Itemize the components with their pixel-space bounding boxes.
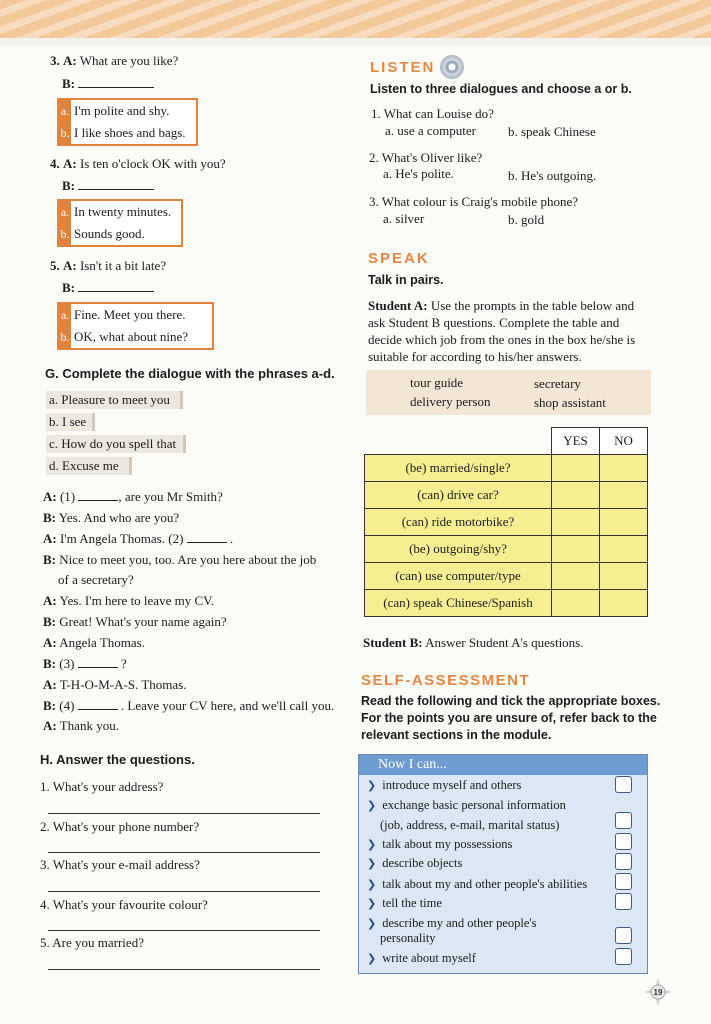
answer-line[interactable] bbox=[48, 890, 320, 892]
job-item: delivery person bbox=[410, 394, 491, 409]
speak-table bbox=[364, 427, 648, 617]
tick-box[interactable] bbox=[615, 853, 632, 870]
can-do-item: ❯ describe my and other people's bbox=[367, 916, 537, 930]
listen-option-b[interactable]: b. gold bbox=[508, 212, 545, 227]
table-row-label: (can) ride motorbike? bbox=[365, 509, 552, 536]
dialogue-line: A: T-H-O-M-A-S. Thomas. bbox=[43, 677, 187, 692]
option-row[interactable]: b. Sounds good. bbox=[59, 223, 181, 245]
can-do-item: ❯ tell the time bbox=[367, 896, 442, 910]
chevron-right-icon: ❯ bbox=[367, 917, 377, 930]
phrase-chip: c. How do you spell that bbox=[46, 435, 186, 453]
can-do-item: ❯ describe objects bbox=[367, 856, 463, 870]
yes-cell[interactable] bbox=[552, 536, 600, 563]
yes-cell[interactable] bbox=[552, 455, 600, 482]
page-number: 19 bbox=[653, 988, 663, 997]
tick-box[interactable] bbox=[615, 873, 632, 890]
option-row[interactable]: a. Fine. Meet you there. bbox=[59, 304, 212, 326]
chevron-right-icon: ❯ bbox=[367, 952, 377, 965]
listen-option-b[interactable]: b. He's outgoing. bbox=[508, 168, 597, 183]
job-item: tour guide bbox=[410, 375, 464, 390]
h-question: 3. What's your e-mail address? bbox=[40, 857, 200, 872]
q3-b-line: B: bbox=[62, 76, 154, 92]
no-cell[interactable] bbox=[600, 482, 648, 509]
phrase-chip: d. Excuse me bbox=[46, 457, 132, 475]
yes-cell[interactable] bbox=[552, 482, 600, 509]
tick-box[interactable] bbox=[615, 833, 632, 850]
section-g-title: G. Complete the dialogue with the phrases a-d. bbox=[45, 366, 335, 381]
now-i-can-title: Now I can... bbox=[359, 755, 647, 775]
h-question: 1. What's your address? bbox=[40, 779, 164, 794]
section-h-title: H. Answer the questions. bbox=[40, 752, 195, 767]
no-cell[interactable] bbox=[600, 563, 648, 590]
dialogue-line: A: I'm Angela Thomas. (2) . bbox=[43, 531, 234, 546]
q5-b-line: B: bbox=[62, 280, 154, 296]
studentA-line: Student A: Use the prompts in the table below and bbox=[368, 298, 635, 313]
answer-line[interactable] bbox=[48, 968, 320, 970]
dialogue-line: of a secretary? bbox=[58, 572, 134, 587]
q3-prompt: 3. A: What are you like? bbox=[50, 53, 179, 68]
chevron-right-icon: ❯ bbox=[367, 799, 377, 812]
dialogue-line: B: Great! What's your name again? bbox=[43, 614, 227, 629]
listen-heading: LISTEN bbox=[370, 59, 436, 76]
yes-header: YES bbox=[552, 428, 600, 455]
can-do-item: ❯ write about myself bbox=[367, 951, 476, 965]
dialogue-line: A: Angela Thomas. bbox=[43, 635, 145, 650]
q4-options bbox=[57, 199, 183, 247]
tick-box[interactable] bbox=[615, 893, 632, 910]
h-question: 5. Are you married? bbox=[40, 935, 144, 950]
can-do-item-continued: personality bbox=[380, 931, 436, 945]
answer-line[interactable] bbox=[48, 929, 320, 931]
can-do-item: ❯ exchange basic personal information bbox=[367, 798, 566, 812]
q4-prompt: 4. A: Is ten o'clock OK with you? bbox=[50, 156, 226, 171]
can-do-item: ❯ talk about my and other people's abilities bbox=[367, 877, 588, 891]
table-row-label: (can) drive car? bbox=[365, 482, 552, 509]
chevron-right-icon: ❯ bbox=[367, 897, 377, 910]
no-header: NO bbox=[600, 428, 648, 455]
option-row[interactable]: b. I like shoes and bags. bbox=[59, 122, 196, 144]
chevron-right-icon: ❯ bbox=[367, 878, 377, 891]
q3-options bbox=[57, 98, 198, 146]
tick-box[interactable] bbox=[615, 948, 632, 965]
no-cell[interactable] bbox=[600, 509, 648, 536]
listen-instruction: Listen to three dialogues and choose a or b. bbox=[370, 82, 632, 96]
table-row-label: (be) outgoing/shy? bbox=[365, 536, 552, 563]
no-cell[interactable] bbox=[600, 455, 648, 482]
listen-option-a[interactable]: a. He's polite. bbox=[383, 166, 454, 181]
tick-box[interactable] bbox=[615, 927, 632, 944]
can-do-item-continued: (job, address, e-mail, marital status) bbox=[380, 818, 560, 832]
dialogue-line: B: Yes. And who are you? bbox=[43, 510, 180, 525]
listen-question: 2. What's Oliver like? bbox=[369, 150, 483, 165]
speak-heading: SPEAK bbox=[368, 250, 430, 267]
h-question: 2. What's your phone number? bbox=[40, 819, 200, 834]
studentB-line: Student B: Answer Student A's questions. bbox=[363, 635, 584, 650]
self-instruction: Read the following and tick the appropriate boxes. For the points you are unsure of, refer back to the relevant sections in the module. bbox=[361, 694, 661, 742]
option-row[interactable]: a. I'm polite and shy. bbox=[59, 100, 196, 122]
phrase-chip: a. Pleasure to meet you bbox=[46, 391, 183, 409]
option-row[interactable]: b. OK, what about nine? bbox=[59, 326, 212, 348]
chevron-right-icon: ❯ bbox=[367, 779, 377, 792]
table-row-label: (be) married/single? bbox=[365, 455, 552, 482]
phrase-chip: b. I see bbox=[46, 413, 95, 431]
dialogue-line: A: Thank you. bbox=[43, 718, 119, 733]
chevron-right-icon: ❯ bbox=[367, 857, 377, 870]
no-cell[interactable] bbox=[600, 536, 648, 563]
can-do-item: ❯ introduce myself and others bbox=[367, 778, 522, 792]
listen-option-a[interactable]: a. silver bbox=[383, 211, 425, 226]
listen-question: 1. What can Louise do? bbox=[371, 106, 494, 121]
dialogue-line: B: Nice to meet you, too. Are you here about the job bbox=[43, 552, 317, 567]
h-question: 4. What's your favourite colour? bbox=[40, 897, 208, 912]
chevron-right-icon: ❯ bbox=[367, 838, 377, 851]
table-row-label: (can) use computer/type bbox=[365, 563, 552, 590]
studentA-line: suitable for according to his/her answers. bbox=[368, 349, 582, 364]
no-cell[interactable] bbox=[600, 590, 648, 617]
jobs-box bbox=[366, 370, 651, 415]
dialogue-line: B: (4) . Leave your CV here, and we'll call you. bbox=[43, 698, 335, 713]
cd-icon bbox=[440, 55, 464, 79]
studentA-line: decide which job from the ones in the box he/she is bbox=[368, 332, 636, 347]
yes-cell[interactable] bbox=[552, 509, 600, 536]
dialogue-line: A: Yes. I'm here to leave my CV. bbox=[43, 593, 215, 608]
dialogue-line: A: (1) , are you Mr Smith? bbox=[43, 489, 223, 504]
dialogue-line: B: (3) ? bbox=[43, 656, 127, 671]
answer-line[interactable] bbox=[48, 812, 320, 814]
page-number-badge bbox=[644, 978, 672, 1006]
q4-b-line: B: bbox=[62, 178, 154, 194]
now-i-can-box bbox=[358, 754, 648, 974]
answer-line[interactable] bbox=[48, 851, 320, 853]
tick-box[interactable] bbox=[615, 812, 632, 829]
speak-subtitle: Talk in pairs. bbox=[368, 273, 444, 287]
can-do-item: ❯ talk about my possessions bbox=[367, 837, 513, 851]
self-assessment-heading: SELF-ASSESSMENT bbox=[361, 672, 531, 689]
q5-options bbox=[57, 302, 214, 350]
listen-option-b[interactable]: b. speak Chinese bbox=[508, 124, 596, 139]
listen-option-a[interactable]: a. use a computer bbox=[385, 123, 476, 138]
option-row[interactable]: a. In twenty minutes. bbox=[59, 201, 181, 223]
job-item: secretary bbox=[534, 376, 581, 391]
tick-box[interactable] bbox=[615, 776, 632, 793]
yes-cell[interactable] bbox=[552, 563, 600, 590]
table-row-label: (can) speak Chinese/Spanish bbox=[365, 590, 552, 617]
q5-prompt: 5. A: Isn't it a bit late? bbox=[50, 258, 167, 273]
page-header-band bbox=[0, 0, 711, 40]
yes-cell[interactable] bbox=[552, 590, 600, 617]
listen-question: 3. What colour is Craig's mobile phone? bbox=[369, 194, 578, 209]
job-item: shop assistant bbox=[534, 395, 606, 410]
studentA-line: ask Student B questions. Complete the table and bbox=[368, 315, 620, 330]
